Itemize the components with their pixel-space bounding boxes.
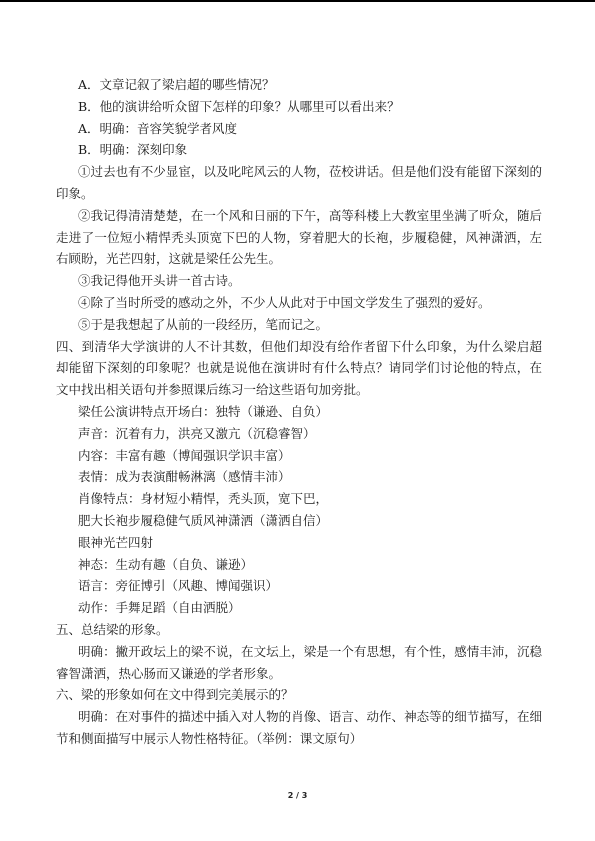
quote-4: ④除了当时所受的感动之外，不少人从此对于中国文学发生了强烈的爱好。: [78, 294, 491, 310]
quote-1: ①过去也有不少显宦，以及叱咤风云的人物，莅校讲话。但是他们没有能留下深刻的印象。: [56, 164, 542, 201]
section-6-answer: 明确：在对事件的描述中插入对人物的肖像、语言、动作、神态等的细节描写，在细节和侧面描写中展示人物性格特征。（举例：课文原句）: [56, 709, 542, 746]
feature-language: 语言：旁征博引（风趣、博闻强识）: [78, 578, 279, 594]
answer-a: A．明确：音容笑貌学者风度: [78, 120, 238, 136]
feature-content: 内容：丰富有趣（博闻强识学识丰富）: [78, 447, 291, 463]
question-a: A．文章记叙了梁启超的哪些情况？: [78, 77, 275, 92]
quote-2: ②我记得清清楚楚，在一个风和日丽的下午，高等科楼上大教室里坐满了听众，随后走进了一位短小精悍秃头顶宽下巴的人物，穿着肥大的长袍，步履稳健，风神潇洒，左右顾盼，光芒四射，这就是梁任公先生。: [56, 207, 542, 267]
quote-3: ③我记得他开头讲一首古诗。: [78, 273, 241, 289]
section-5-answer: 明确：撇开政坛上的梁不说，在文坛上，梁是一个有思想，有个性，感情丰沛，沉稳睿智潇洒，热心肠而又谦逊的学者形象。: [56, 643, 542, 681]
feature-portrait-cont: 肥大长袍步履稳健气质风神潇洒（潇洒自信）: [78, 512, 329, 528]
section-5-heading: 五、总结梁的形象。: [56, 621, 169, 637]
answer-b: B．明确：深刻印象: [78, 142, 188, 158]
page-top-rule: [0, 0, 595, 2]
question-b: B．他的演讲给听众留下怎样的印象？从哪里可以看出来？: [78, 98, 400, 114]
page-number: 2 / 3: [287, 791, 308, 800]
feature-eyes: 眼神光芒四射: [78, 534, 154, 550]
quote-5: ⑤于是我想起了从前的一段经历，笔而记之。: [78, 316, 329, 332]
feature-voice: 声音：沉着有力，洪亮又激亢（沉稳睿智）: [78, 425, 316, 441]
feature-demeanor: 神态：生动有趣（自负、谦逊）: [78, 556, 254, 572]
section-6-heading: 六、梁的形象如何在文中得到完美展示的？: [56, 687, 294, 703]
section-4-heading: 四、到清华大学演讲的人不计其数，但他们却没有给作者留下什么印象，为什么梁启超却能留下深刻的印象呢？也就是说他在演讲时有什么特点？请同学们讨论他的特点，在文中找出相关语句并参照课后练习一给这些语句加旁批。: [56, 338, 542, 398]
feature-portrait: 肖像特点：身材短小精悍，秃头顶，宽下巴，: [78, 491, 329, 507]
feature-expression: 表情：成为表演酣畅淋漓（感情丰沛）: [78, 469, 291, 485]
feature-opening: 梁任公演讲特点开场白：独特（谦逊、自负）: [78, 403, 329, 419]
feature-action: 动作：手舞足蹈（自由洒脱）: [78, 600, 241, 616]
document-body: [56, 74, 542, 750]
